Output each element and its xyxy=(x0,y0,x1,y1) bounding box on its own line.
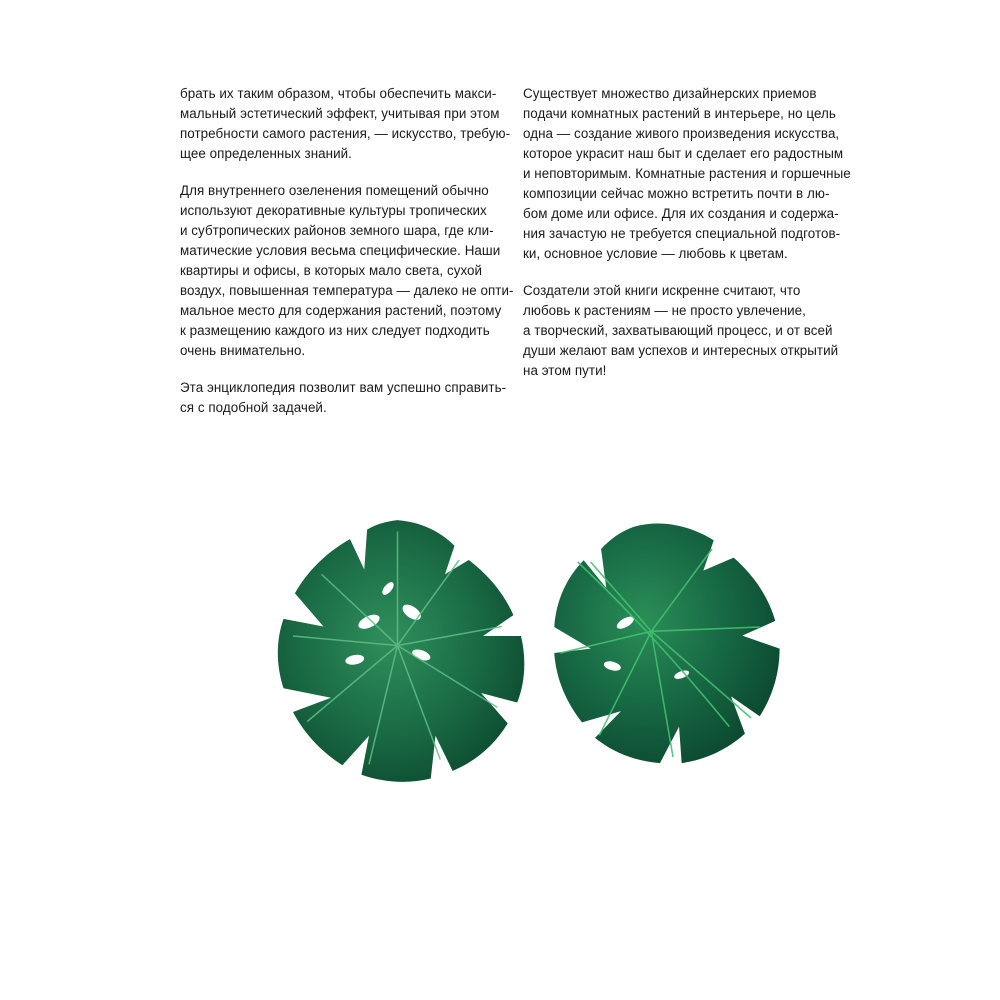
text-line: используют декоративные культуры тропических xyxy=(180,203,487,218)
text-line: ся с подобной задачей. xyxy=(180,400,327,415)
text-line: ния зачастую не требуется специальной подготов- xyxy=(523,226,841,241)
monstera-leaf-right-icon xyxy=(530,510,790,770)
text-line: матические условия весьма специфические. Наши xyxy=(180,243,501,258)
text-line: на этом пути! xyxy=(523,363,607,378)
text-line: любовь к растениям — не просто увлечение, xyxy=(523,303,806,318)
text-line: бом доме или офисе. Для их создания и содержа- xyxy=(523,206,839,221)
paragraph xyxy=(180,84,510,164)
text-line: души желают вам успехов и интересных открытий xyxy=(523,343,839,358)
monstera-leaf-left-icon xyxy=(255,503,540,788)
text-line: подачи комнатных растений в интерьере, но цель xyxy=(523,106,836,121)
text-line: а творческий, захватывающий процесс, и от всей xyxy=(523,323,833,338)
monstera-leaves-icon xyxy=(250,495,790,785)
text-line: Для внутреннего озеленения помещений обычно xyxy=(180,183,489,198)
text-line: Эта энциклопедия позволит вам успешно справить- xyxy=(180,380,507,395)
paragraph xyxy=(180,181,514,361)
text-line: потребности самого растения, — искусство, требую- xyxy=(180,126,511,141)
text-line: Создатели этой книги искренне считают, что xyxy=(523,283,801,298)
paragraph xyxy=(180,378,510,418)
text-line: квартиры и офисы, в которых мало света, сухой xyxy=(180,263,483,278)
text-line: мальное место для содержания растений, поэтому xyxy=(180,303,502,318)
paragraph xyxy=(523,281,853,381)
text-column-right xyxy=(523,84,853,398)
text-line: очень внимательно. xyxy=(180,343,306,358)
text-line: брать их таким образом, чтобы обеспечить макси- xyxy=(180,86,497,101)
text-line: и субтропических районов земного шара, где кли- xyxy=(180,223,494,238)
text-line: Существует множество дизайнерских приемов xyxy=(523,86,817,101)
text-line: которое украсит наш быт и сделает его радостным xyxy=(523,146,844,161)
text-line: ки, основное условие — любовь к цветам. xyxy=(523,246,788,261)
text-line: мальный эстетический эффект, учитывая при этом xyxy=(180,106,500,121)
text-line: одна — создание живого произведения искусства, xyxy=(523,126,840,141)
paragraph xyxy=(523,84,853,264)
text-line: к размещению каждого из них следует подходить xyxy=(180,323,490,338)
text-line: воздух, повышенная температура — далеко не опти- xyxy=(180,283,514,298)
text-line: щее определенных знаний. xyxy=(180,146,352,161)
text-column-left xyxy=(180,84,514,435)
text-line: композиции сейчас можно встретить почти в лю- xyxy=(523,186,830,201)
text-line: и неповторимым. Комнатные растения и горшечные xyxy=(523,166,851,181)
